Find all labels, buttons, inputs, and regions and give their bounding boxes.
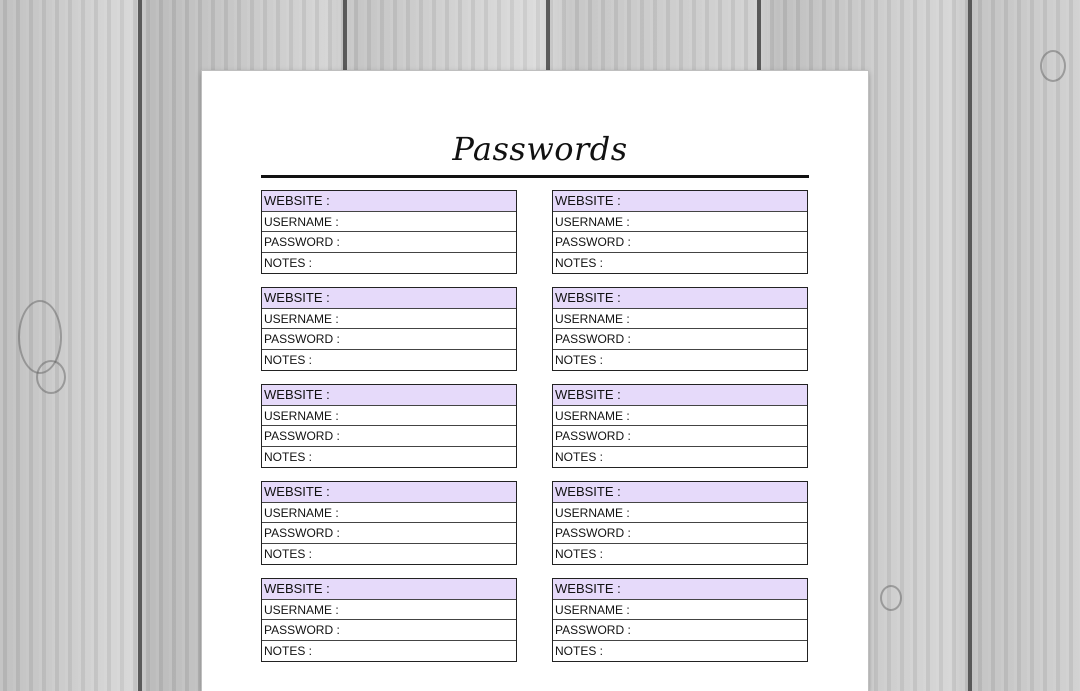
password-card (552, 481, 808, 565)
notes-field[interactable]: NOTES : (555, 255, 604, 270)
username-field[interactable]: USERNAME : (262, 503, 516, 524)
password-field[interactable]: PASSWORD : (553, 329, 807, 350)
notes-field[interactable]: NOTES : (555, 643, 604, 658)
password-card (261, 384, 517, 468)
password-field[interactable]: PASSWORD : (262, 426, 516, 447)
username-field[interactable]: USERNAME : (262, 600, 516, 621)
password-field[interactable]: PASSWORD : (553, 523, 807, 544)
website-field[interactable]: WEBSITE : (262, 482, 516, 503)
username-field[interactable]: USERNAME : (553, 503, 807, 524)
password-card (261, 481, 517, 565)
username-field[interactable]: USERNAME : (553, 309, 807, 330)
notes-field[interactable]: NOTES : (264, 449, 313, 464)
notes-field[interactable]: NOTES : (264, 255, 313, 270)
password-card (552, 384, 808, 468)
website-field[interactable]: WEBSITE : (262, 191, 516, 212)
wood-knot (880, 585, 902, 611)
password-card (552, 287, 808, 371)
password-card (261, 190, 517, 274)
username-field[interactable]: USERNAME : (553, 600, 807, 621)
wood-knot (1040, 50, 1066, 82)
password-card (552, 578, 808, 662)
website-field[interactable]: WEBSITE : (553, 482, 807, 503)
notes-field[interactable]: NOTES : (555, 352, 604, 367)
website-field[interactable]: WEBSITE : (553, 579, 807, 600)
website-field[interactable]: WEBSITE : (262, 288, 516, 309)
website-field[interactable]: WEBSITE : (553, 288, 807, 309)
wood-knot (36, 360, 66, 394)
username-field[interactable]: USERNAME : (553, 406, 807, 427)
notes-field[interactable]: NOTES : (264, 352, 313, 367)
password-card (552, 190, 808, 274)
password-field[interactable]: PASSWORD : (553, 620, 807, 641)
notes-field[interactable]: NOTES : (264, 643, 313, 658)
username-field[interactable]: USERNAME : (262, 212, 516, 233)
password-field[interactable]: PASSWORD : (553, 232, 807, 253)
website-field[interactable]: WEBSITE : (553, 385, 807, 406)
password-field[interactable]: PASSWORD : (262, 620, 516, 641)
username-field[interactable]: USERNAME : (262, 406, 516, 427)
password-field[interactable]: PASSWORD : (553, 426, 807, 447)
notes-field[interactable]: NOTES : (555, 449, 604, 464)
website-field[interactable]: WEBSITE : (262, 579, 516, 600)
password-field[interactable]: PASSWORD : (262, 329, 516, 350)
website-field[interactable]: WEBSITE : (553, 191, 807, 212)
username-field[interactable]: USERNAME : (553, 212, 807, 233)
password-card (261, 578, 517, 662)
notes-field[interactable]: NOTES : (555, 546, 604, 561)
password-card (261, 287, 517, 371)
password-field[interactable]: PASSWORD : (262, 232, 516, 253)
website-field[interactable]: WEBSITE : (262, 385, 516, 406)
password-field[interactable]: PASSWORD : (262, 523, 516, 544)
title-underline (261, 175, 809, 178)
username-field[interactable]: USERNAME : (262, 309, 516, 330)
page-title: Passwords (452, 130, 628, 168)
notes-field[interactable]: NOTES : (264, 546, 313, 561)
